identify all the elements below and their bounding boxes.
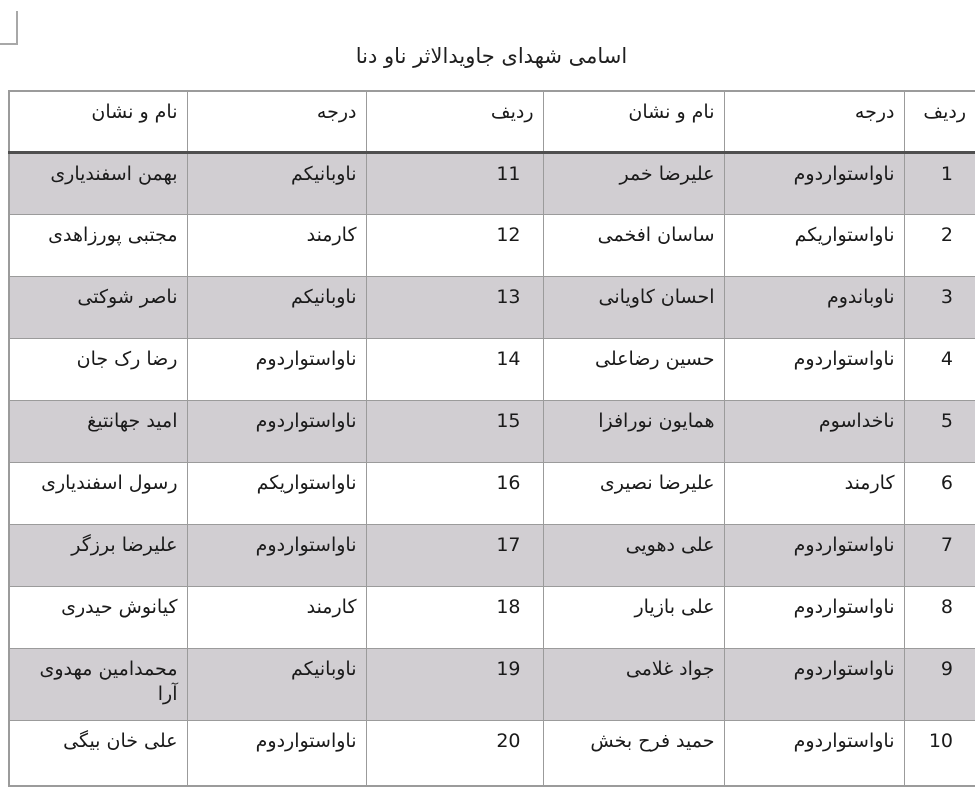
cell-radif: 2 <box>904 214 975 276</box>
cell-name: رضا رک جان <box>9 338 187 400</box>
cell-rank: کارمند <box>187 214 366 276</box>
table-row <box>9 338 975 400</box>
header-row <box>9 91 975 152</box>
table-row <box>9 586 975 648</box>
cell-name: علیرضا برزگر <box>9 524 187 586</box>
cell-name: علی بازیار <box>543 586 724 648</box>
cell-name: ساسان افخمی <box>543 214 724 276</box>
cell-radif: 11 <box>366 152 543 214</box>
cell-name: مجتبی پورزاهدی <box>9 214 187 276</box>
table-row <box>9 720 975 786</box>
page-title: اسامی شهدای جاویدالاثر ناو دنا <box>355 44 628 68</box>
cell-rank: ناواستواردوم <box>187 400 366 462</box>
cell-name: علی دهویی <box>543 524 724 586</box>
cell-radif: 15 <box>366 400 543 462</box>
martyrs-table <box>8 90 975 787</box>
cell-rank: کارمند <box>187 586 366 648</box>
cell-rank: ناوبانیکم <box>187 152 366 214</box>
header-name-right: نام و نشان <box>543 91 724 152</box>
cell-radif: 16 <box>366 462 543 524</box>
table-row <box>9 214 975 276</box>
cell-name: جواد غلامی <box>543 648 724 720</box>
header-name-left: نام و نشان <box>9 91 187 152</box>
cell-radif: 4 <box>904 338 975 400</box>
table-row <box>9 462 975 524</box>
cell-name: حمید فرح بخش <box>543 720 724 786</box>
cell-name: محمدامین مهدوی آرا <box>9 648 187 720</box>
cell-radif: 19 <box>366 648 543 720</box>
table-row <box>9 152 975 214</box>
cell-name: علیرضا خمر <box>543 152 724 214</box>
cell-rank: ناوبانیکم <box>187 648 366 720</box>
header-radif-left: ردیف <box>366 91 543 152</box>
cell-rank: ناوباندوم <box>724 276 904 338</box>
cell-radif: 14 <box>366 338 543 400</box>
cell-radif: 8 <box>904 586 975 648</box>
table-row <box>9 400 975 462</box>
cell-name: رسول اسفندیاری <box>9 462 187 524</box>
cell-name: حسین رضاعلی <box>543 338 724 400</box>
cell-name: امید جهانتیغ <box>9 400 187 462</box>
cell-radif: 13 <box>366 276 543 338</box>
cell-radif: 9 <box>904 648 975 720</box>
cell-rank: ناواستواریکم <box>187 462 366 524</box>
cell-radif: 5 <box>904 400 975 462</box>
cell-rank: ناواستواردوم <box>187 338 366 400</box>
cell-radif: 7 <box>904 524 975 586</box>
cell-rank: ناوبانیکم <box>187 276 366 338</box>
cell-name: ناصر شوکتی <box>9 276 187 338</box>
cell-name: علی خان بیگی <box>9 720 187 786</box>
cell-rank: کارمند <box>724 462 904 524</box>
cell-name: احسان کاویانی <box>543 276 724 338</box>
cell-rank: ناواستواردوم <box>724 720 904 786</box>
cell-name: کیانوش حیدری <box>9 586 187 648</box>
corner-border-fragment <box>0 11 18 45</box>
cell-radif: 10 <box>904 720 975 786</box>
cell-radif: 12 <box>366 214 543 276</box>
cell-rank: ناواستواردوم <box>724 648 904 720</box>
cell-rank: ناواستواردوم <box>724 586 904 648</box>
cell-radif: 6 <box>904 462 975 524</box>
table-row <box>9 276 975 338</box>
cell-radif: 3 <box>904 276 975 338</box>
cell-rank: ناواستواردوم <box>187 720 366 786</box>
table-row <box>9 524 975 586</box>
cell-radif: 18 <box>366 586 543 648</box>
cell-rank: ناخداسوم <box>724 400 904 462</box>
cell-rank: ناواستواردوم <box>724 524 904 586</box>
cell-radif: 1 <box>904 152 975 214</box>
cell-rank: ناواستواردوم <box>724 338 904 400</box>
cell-rank: ناواستواردوم <box>724 152 904 214</box>
header-radif-right: ردیف <box>904 91 975 152</box>
cell-rank: ناواستواریکم <box>724 214 904 276</box>
cell-name: همایون نورافزا <box>543 400 724 462</box>
header-rank-left: درجه <box>187 91 366 152</box>
cell-name: بهمن اسفندیاری <box>9 152 187 214</box>
cell-radif: 20 <box>366 720 543 786</box>
cell-radif: 17 <box>366 524 543 586</box>
cell-rank: ناواستواردوم <box>187 524 366 586</box>
header-rank-right: درجه <box>724 91 904 152</box>
table-row <box>9 648 975 720</box>
cell-name: علیرضا نصیری <box>543 462 724 524</box>
